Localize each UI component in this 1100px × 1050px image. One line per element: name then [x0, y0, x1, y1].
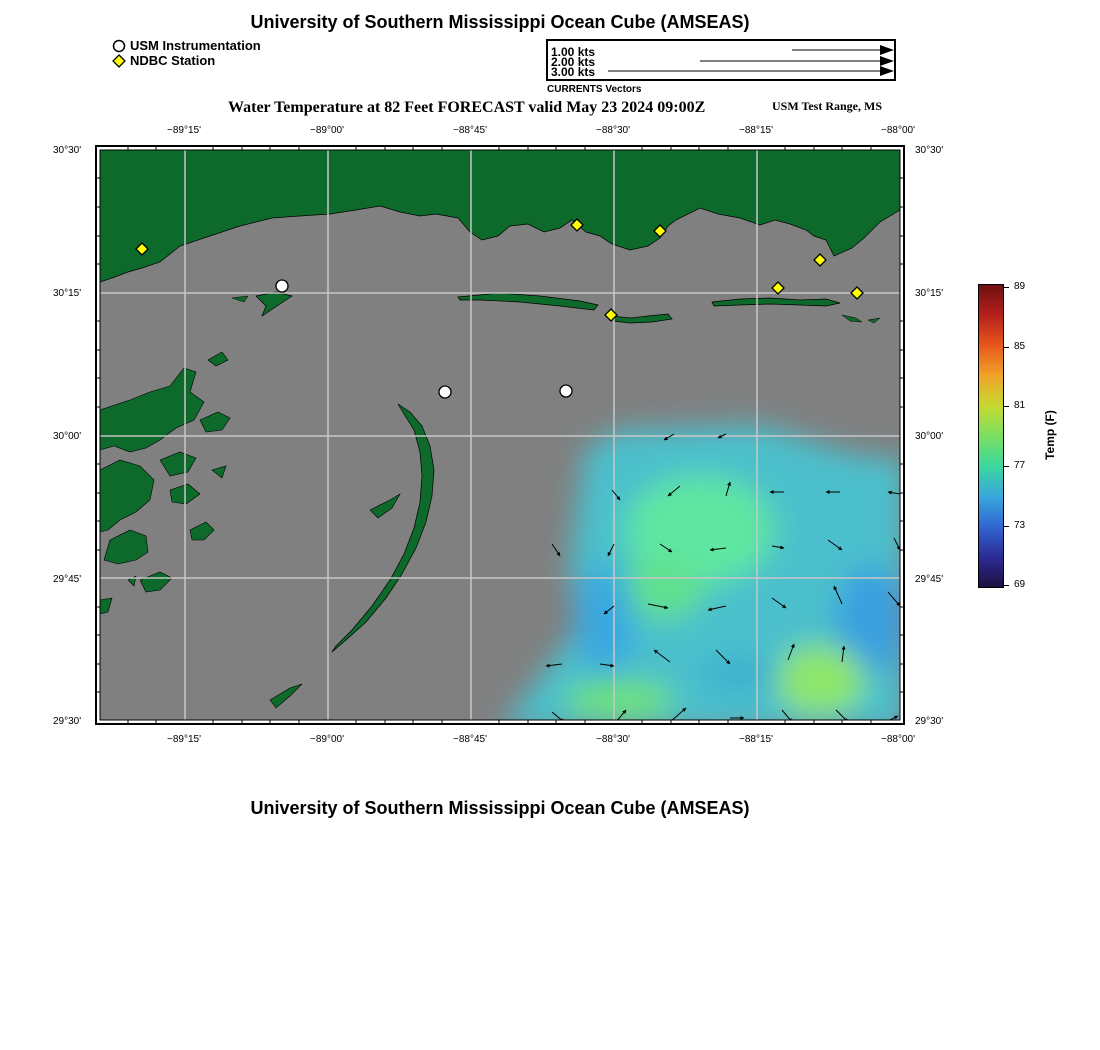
- lon-label-top: −88°15': [739, 125, 773, 136]
- usm-marker: [276, 280, 288, 292]
- footer-title: University of Southern Mississippi Ocean Cube (AMSEAS): [250, 798, 750, 818]
- lon-label-top: −88°00': [881, 125, 915, 136]
- circle-marker-icon: [112, 39, 126, 53]
- lon-label-top: −89°15': [167, 125, 201, 136]
- lat-label-left: 30°30': [53, 145, 82, 156]
- header-title: University of Southern Mississippi Ocean Cube (AMSEAS): [250, 12, 750, 32]
- scale-arrows: [548, 41, 894, 79]
- lat-label-right: 30°30': [915, 145, 944, 156]
- lon-label-bottom: −88°45': [453, 734, 487, 745]
- map-canvas[interactable]: [90, 140, 912, 732]
- map-title: Water Temperature at 82 Feet FORECAST valid May 23 2024 09:00Z: [228, 99, 706, 116]
- colorbar-label: 73: [1014, 520, 1026, 531]
- lat-label-left: 30°00': [53, 431, 82, 442]
- colorbar: [978, 284, 1004, 588]
- colorbar-label: 89: [1014, 281, 1026, 292]
- scale-arrow-1: [880, 45, 894, 55]
- current-scale-box: [546, 39, 896, 81]
- lat-label-right: 30°15': [915, 288, 944, 299]
- lat-label-left: 29°30': [53, 716, 82, 727]
- legend-usm-label: USM Instrumentation: [130, 38, 261, 53]
- scale-arrow-2: [880, 56, 894, 66]
- scale-row-3: 3.00 kts: [551, 65, 596, 79]
- current-scale-caption: CURRENTS Vectors: [547, 84, 642, 95]
- lat-label-right: 29°30': [915, 716, 944, 727]
- lat-label-right: 30°00': [915, 431, 944, 442]
- legend-ndbc-label: NDBC Station: [130, 53, 216, 68]
- lon-label-bottom: −88°00': [881, 734, 915, 745]
- lon-label-bottom: −88°15': [739, 734, 773, 745]
- scale-row-2: 2.00 kts: [551, 55, 596, 69]
- diamond-marker-icon: [112, 54, 126, 68]
- lon-label-top: −88°45': [453, 125, 487, 136]
- scale-arrow-3: [880, 66, 894, 76]
- legend-ndbc: [112, 53, 215, 68]
- usm-marker: [439, 386, 451, 398]
- lon-label-top: −88°30': [596, 125, 630, 136]
- lon-label-bottom: −89°15': [167, 734, 201, 745]
- lat-label-left: 30°15': [53, 288, 82, 299]
- colorbar-label: 69: [1014, 579, 1026, 590]
- lon-label-bottom: −88°30': [596, 734, 630, 745]
- scale-row-1: 1.00 kts: [551, 45, 596, 59]
- colorbar-label: 77: [1014, 460, 1026, 471]
- colorbar-label: 85: [1014, 341, 1026, 352]
- colorbar-label: 81: [1014, 400, 1026, 411]
- colorbar-title: Temp (F): [1043, 410, 1057, 460]
- lon-label-bottom: −89°00': [310, 734, 344, 745]
- lat-label-right: 29°45': [915, 574, 944, 585]
- usm-marker: [560, 385, 572, 397]
- map-subtitle: USM Test Range, MS: [772, 99, 883, 113]
- lat-label-left: 29°45': [53, 574, 82, 585]
- legend-usm: [112, 38, 261, 53]
- lon-label-top: −89°00': [310, 125, 344, 136]
